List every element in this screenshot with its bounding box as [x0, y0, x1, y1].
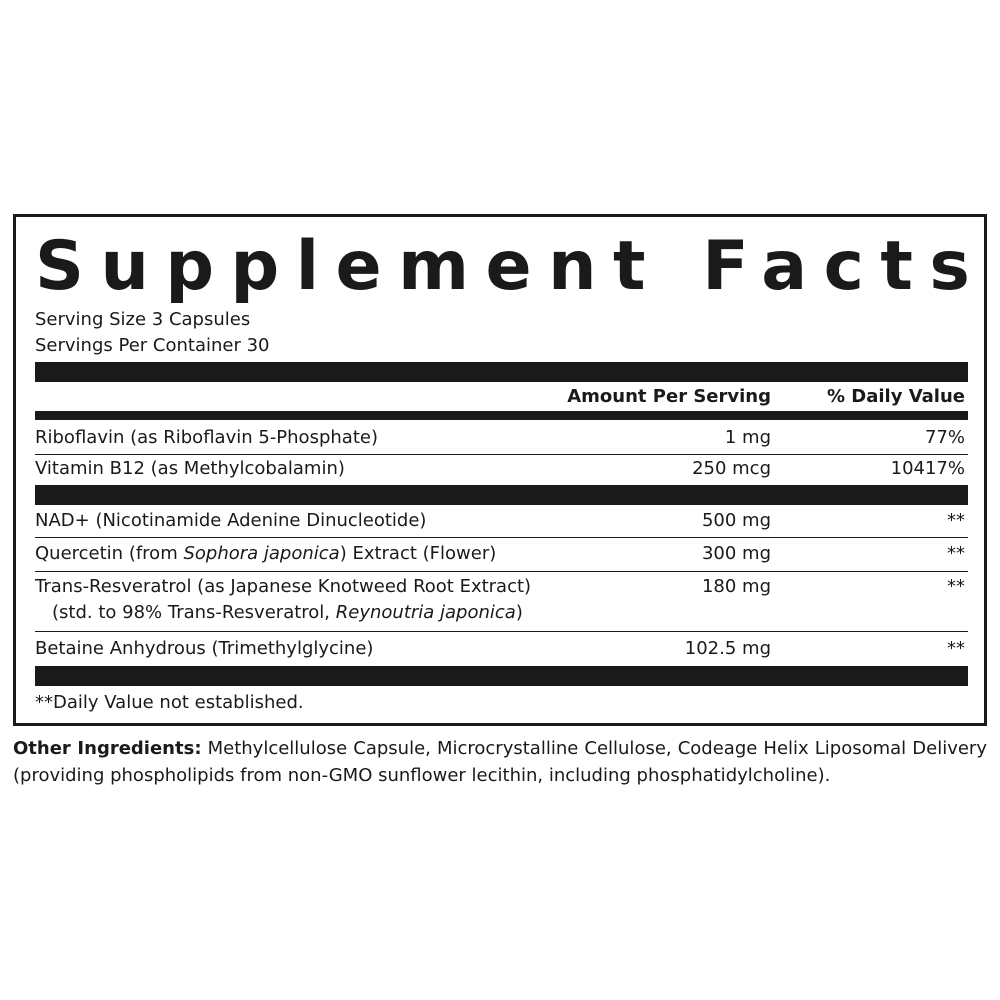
ingredient-amount: 500 mg: [701, 510, 771, 531]
header-daily-value: % Daily Value: [826, 386, 965, 407]
nutrient-amount: 250 mcg: [692, 458, 771, 479]
ingredient-subline: [52, 602, 523, 624]
ingredient-daily-value: **: [947, 576, 965, 597]
ingredient-name: Trans-Resveratrol (as Japanese Knotweed Root Extract): [35, 576, 532, 597]
panel-title: Supplement Facts: [35, 227, 987, 306]
ingredient-name: NAD+ (Nicotinamide Adenine Dinucleotide): [35, 510, 427, 531]
other-ingredients: [13, 735, 987, 789]
other-ingredients-text: Methylcellulose Capsule, Microcrystalline Cellulose, Codeage Helix Liposomal Delivery (providing phospholipids from non-GMO sunflower lecithin, including phosphatidylcholine).: [13, 738, 987, 786]
row-divider: [35, 571, 968, 572]
ingredient-name-text: Quercetin (from: [35, 543, 184, 564]
ingredient-name: Betaine Anhydrous (Trimethylglycine): [35, 638, 374, 659]
ingredient-amount: 180 mg: [701, 576, 771, 597]
ingredient-daily-value: **: [947, 510, 965, 531]
ingredient-subline-text: (std. to 98% Trans-Resveratrol,: [52, 602, 336, 623]
thick-divider: [35, 485, 968, 505]
ingredient-subline-text: ): [515, 602, 523, 623]
serving-size: Serving Size 3 Capsules: [35, 309, 251, 330]
other-ingredients-label: Other Ingredients:: [13, 738, 202, 759]
row-divider: [35, 454, 968, 455]
medium-divider: [35, 411, 968, 420]
ingredient-amount: 300 mg: [701, 543, 771, 564]
nutrient-name: Riboflavin (as Riboflavin 5-Phosphate): [35, 427, 378, 448]
nutrient-daily-value: 77%: [924, 427, 965, 448]
row-divider: [35, 631, 968, 632]
ingredient-subline-species: Reynoutria japonica: [335, 602, 516, 623]
thick-divider: [35, 666, 968, 686]
footnote: **Daily Value not established.: [35, 692, 304, 713]
ingredient-name-text: ) Extract (Flower): [339, 543, 497, 564]
ingredient-daily-value: **: [947, 638, 965, 659]
ingredient-name-species: Sophora japonica: [183, 543, 340, 564]
nutrient-name: Vitamin B12 (as Methylcobalamin): [35, 458, 345, 479]
thick-divider: [35, 362, 968, 382]
header-amount-per-serving: Amount Per Serving: [567, 386, 771, 407]
row-divider: [35, 537, 968, 538]
ingredient-daily-value: **: [947, 543, 965, 564]
nutrient-daily-value: 10417%: [890, 458, 965, 479]
ingredient-amount: 102.5 mg: [684, 638, 771, 659]
ingredient-name: [35, 543, 496, 565]
supplement-facts-panel: [13, 214, 987, 726]
nutrient-amount: 1 mg: [724, 427, 771, 448]
servings-per-container: Servings Per Container 30: [35, 335, 270, 356]
